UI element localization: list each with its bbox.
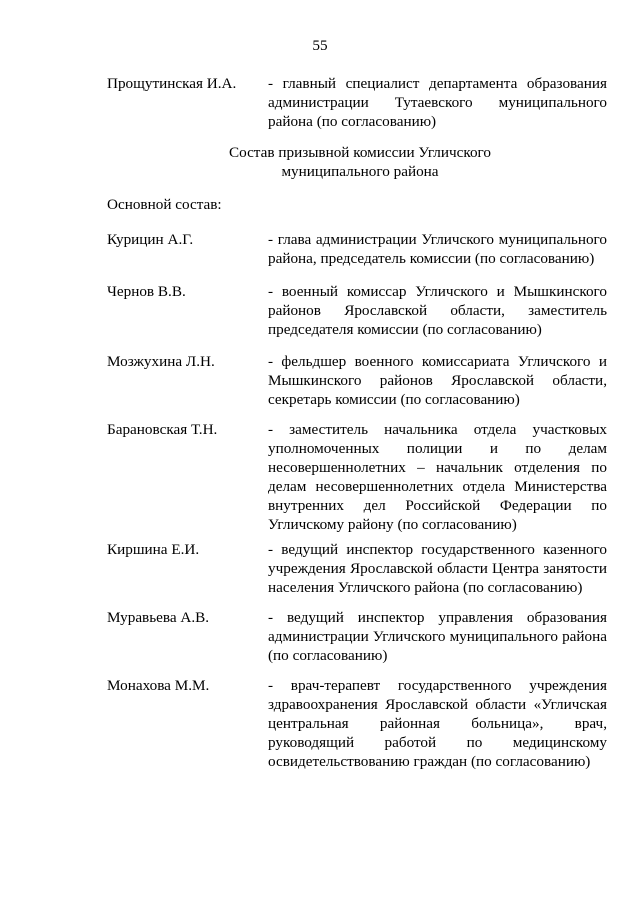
person-name: Муравьева А.В.: [107, 609, 210, 626]
person-name: Курицин А.Г.: [107, 231, 194, 248]
person-name: Мозжухина Л.Н.: [107, 353, 215, 370]
person-name: Киршина Е.И.: [107, 541, 200, 558]
main-composition-label: Основной состав:: [107, 196, 222, 213]
person-name: Барановская Т.Н.: [107, 421, 218, 438]
commission-heading: [150, 143, 570, 181]
person-role: - ведущий инспектор управления образования администрации Угличского муниципального района (по согласованию): [268, 609, 607, 664]
person-name: Монахова М.М.: [107, 677, 210, 694]
person-name: Чернов В.В.: [107, 283, 186, 300]
person-name: Прощутинская И.А.: [107, 75, 237, 92]
heading-line-1: Состав призывной комиссии Угличского: [228, 144, 492, 161]
person-role: - фельдшер военного комиссариата Угличского и Мышкинского районов Ярославской области, секретарь комиссии (по согласованию): [268, 353, 607, 408]
person-role: - военный комиссар Угличского и Мышкинского районов Ярославской области, заместитель председателя комиссии (по согласованию): [268, 283, 607, 338]
person-role: - ведущий инспектор государственного казенного учреждения Ярославской области Центра занятости населения Угличского района (по согласованию): [268, 541, 607, 596]
person-role: - заместитель начальника отдела участковых уполномоченных полиции и по делам несовершеннолетних – начальник отделения по делам несовершеннолетних отдела Министерства внутренних дел Российской Федерации по Угличскому району (по согласованию): [268, 421, 607, 533]
page-number: 55: [312, 37, 328, 54]
person-role: - глава администрации Угличского муниципального района, председатель комиссии (по согласованию): [268, 231, 607, 267]
heading-line-2: муниципального района: [281, 163, 439, 180]
person-role: - врач-терапевт государственного учреждения здравоохранения Ярославской области «Угличская центральная районная больница», врач, руководящий работой по медицинскому освидетельствованию граждан (по согласованию): [268, 677, 607, 770]
person-role: - главный специалист департамента образования администрации Тутаевского муниципального района (по согласованию): [268, 75, 607, 130]
